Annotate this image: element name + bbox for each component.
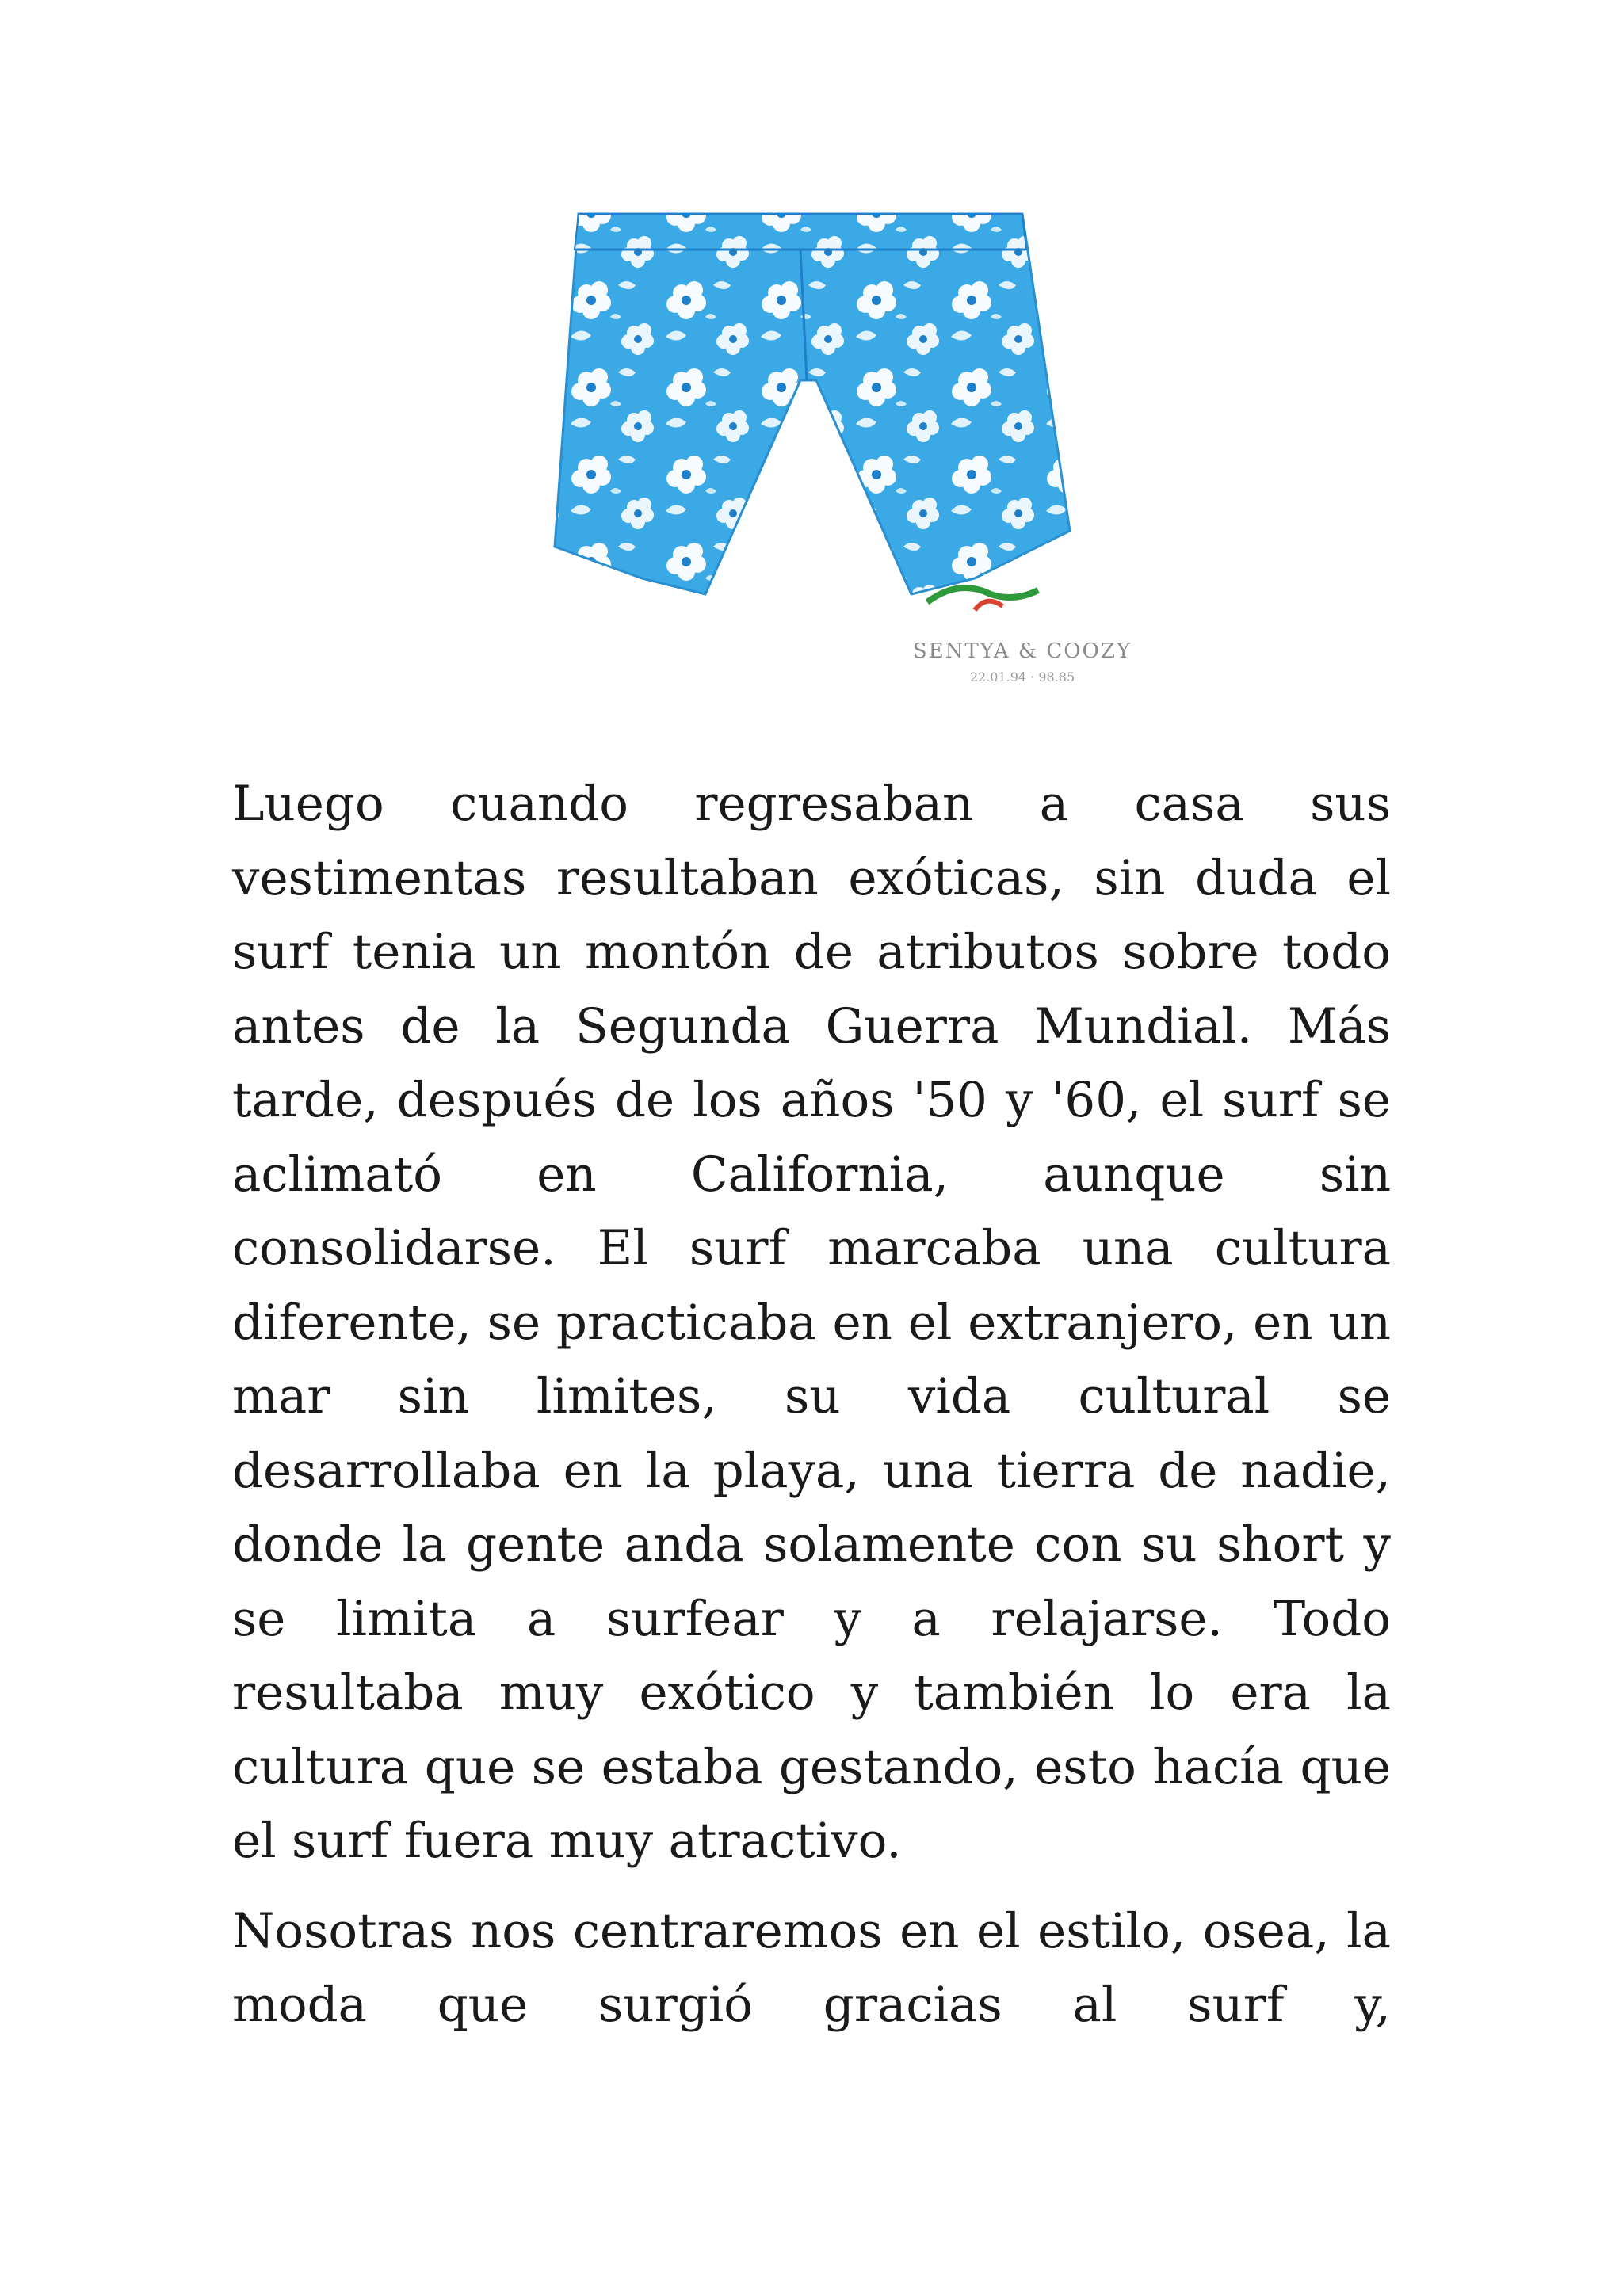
brand-logo [927,588,1038,610]
swim-shorts-image [468,182,1149,721]
body-text [232,767,1391,2042]
logo-subtext: 22.01.94 · 98.85 [969,669,1075,685]
paragraph-1: Luego cuando regresaban a casa sus vestimentas resultaban exóticas, sin duda el surf tenia un montón de atributos sobre todo antes de la Segunda Guerra Mundial. Más tarde, después de los años '50 y '60, el surf se aclimató en California, aunque sin consolidarse. El surf marcaba una cultura diferente, se practicaba en el extranjero, en un mar sin limites, su vida cultural se desarrollaba en la playa, una tierra de nadie, donde la gente anda solamente con su short y se limita a surfear y a relajarse. Todo resultaba muy exótico y también lo era la cultura que se estaba gestando, esto hacía que el surf fuera muy atractivo. [232,776,1391,1869]
paragraph-2: Nosotras nos centraremos en el estilo, osea, la moda que surgió gracias al surf y, [232,1902,1391,2033]
logo-text: SENTYA & COOZY [912,639,1132,663]
shorts-shape [555,214,1070,594]
